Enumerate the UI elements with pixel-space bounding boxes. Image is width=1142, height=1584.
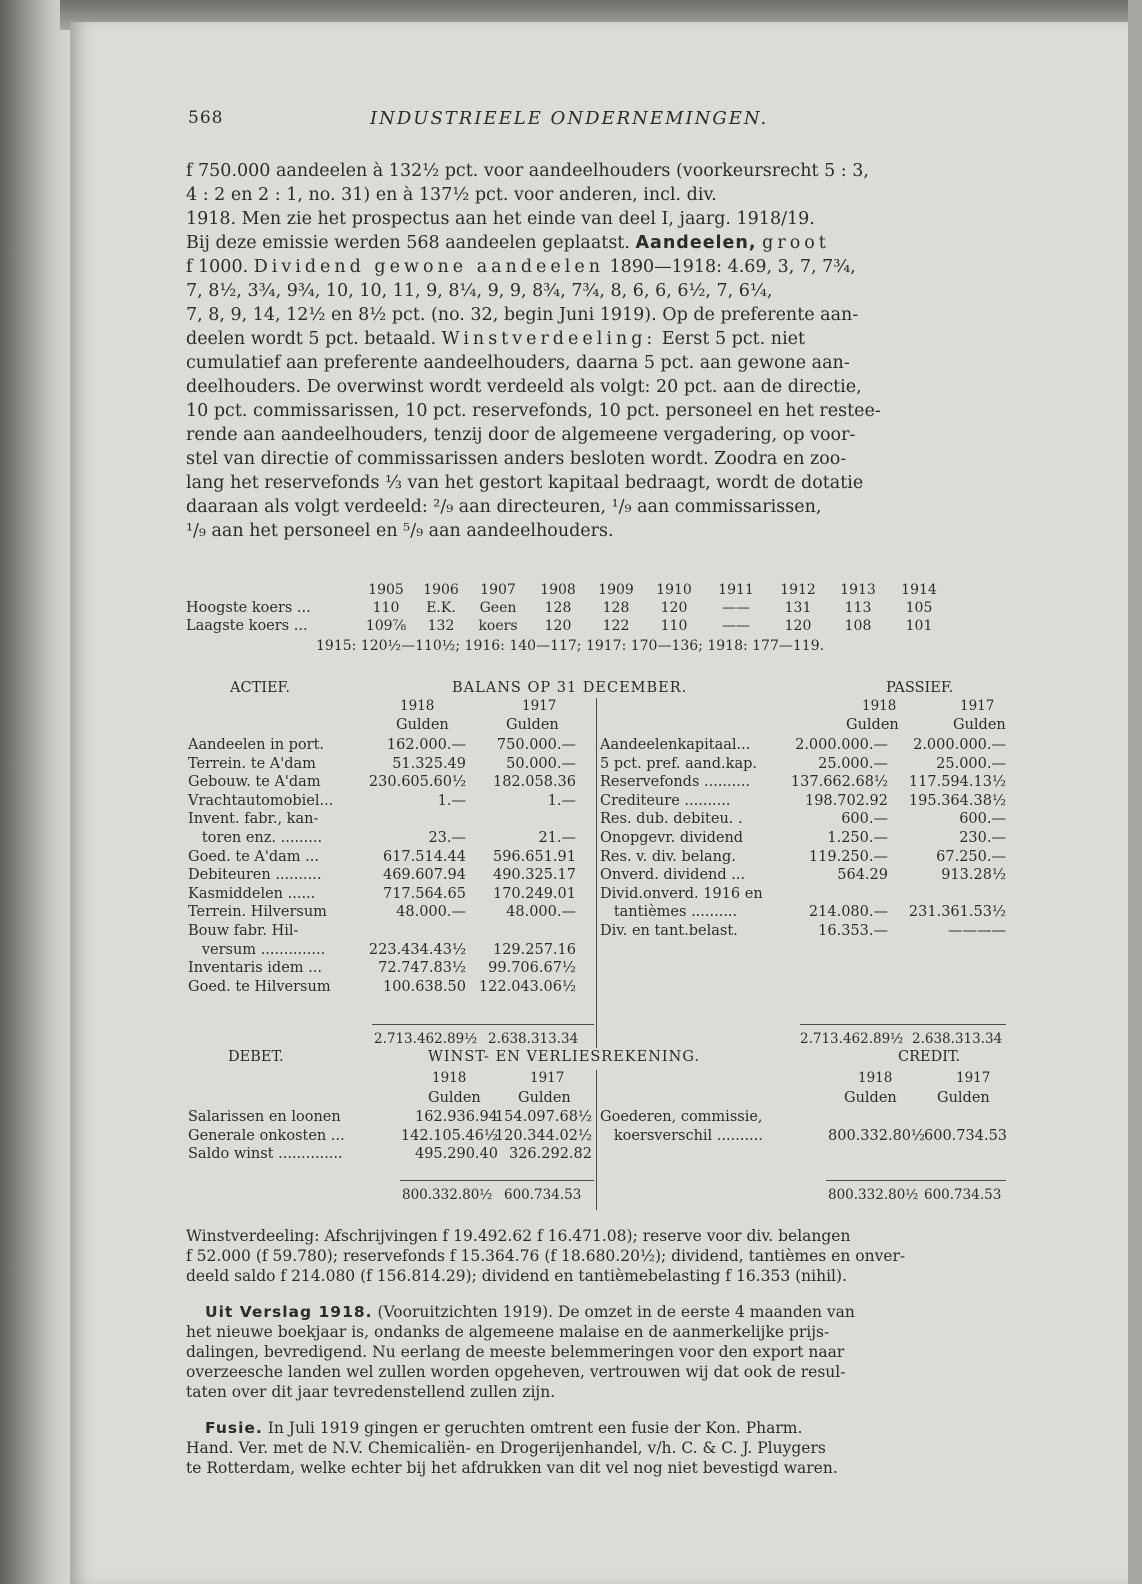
unit-label: Gulden [844,1090,897,1106]
balance-value-1917: 231.361.53½ [908,904,1006,921]
balance-item-label: Aandeelenkapitaal... [600,737,751,753]
balance-item-label: toren enz. ......... [188,830,323,846]
balance-total: 2.713.462.89½ [800,1031,904,1047]
koers-label: Laagste koers ... [186,618,308,634]
balance-value-1918: 223.434.43½ [368,941,466,958]
balance-value-1918: 564.29 [837,867,888,884]
year-label: 1918 [432,1070,467,1086]
koers-cell: 1908 [540,582,576,598]
balance-value-1917: 21.— [538,830,576,846]
debet-heading: DEBET. [228,1049,284,1065]
balance-value-1918: 717.564.65 [382,885,466,902]
winst-value-1917: 120.344.02½ [494,1127,592,1144]
balance-item-label: Reservefonds .......... [600,774,751,791]
balance-value-1918: 72.747.83½ [378,960,466,977]
balance-value-1918: 100.638.50 [382,978,466,995]
balance-value-1918: 617.514.44 [382,848,466,865]
balance-value-1917: 230.— [959,830,1006,846]
balance-total: 2.638.313.34 [488,1031,579,1047]
text-line: rende aan aandeelhouders, tenzij door de algemeene vergadering, op voor- [186,425,856,445]
balance-value-1918: 1.— [437,792,466,809]
balance-item-label: tantièmes .......... [600,904,738,921]
balance-item-label: Terrein. Hilversum [188,904,327,921]
winst-item-label: Generale onkosten ... [188,1127,345,1144]
text-line: 7, 8, 9, 14, 12½ en 8½ pct. (no. 32, begin Juni 1919). Op de preferente aan- [186,305,859,325]
balance-item-label: Aandeelen in port. [188,737,325,753]
winst-value-1917: 600.734.53 [924,1128,1008,1144]
koers-cell: Geen [479,600,517,616]
koers-cell: 101 [905,618,933,634]
koers-cell: 108 [844,618,872,634]
text-line: f 750.000 aandeelen à 132½ pct. voor aandeelhouders (voorkeursrecht 5 : 3, [186,161,869,181]
koers-cell: 1909 [598,582,634,598]
unit-label: Gulden [953,717,1006,733]
koers-cell: 110 [660,618,688,634]
balance-value-1917: ———— [948,923,1006,939]
balance-item-label: Onopgevr. dividend [600,830,744,846]
koers-cell: 1911 [718,582,754,598]
winst-value-1918: 162.936.94 [414,1109,498,1125]
text-line: 1918. Men zie het prospectus aan het einde van deel I, jaarg. 1918/19. [186,209,815,229]
column-divider [596,1070,597,1210]
winst-value-1917: 154.097.68½ [494,1109,592,1125]
koers-cell: 105 [905,600,933,616]
winst-value-1918: 142.105.46½ [400,1127,498,1144]
balance-total: 2.713.462.89½ [374,1031,478,1047]
koers-cell: 120 [660,600,688,616]
koers-cell: 1907 [480,582,516,598]
balance-value-1918: 16.353.— [818,923,888,939]
year-label: 1917 [530,1070,565,1086]
section-heading: Dividend gewone aandeelen [253,257,604,277]
koers-cell: 120 [784,618,812,634]
text-line [205,1418,1008,1438]
balance-value-1917: 750.000.— [496,737,576,753]
koers-cell: —— [722,600,750,616]
text-line: 7, 8½, 3¾, 9¾, 10, 10, 11, 9, 8¼, 9, 9, 8¾, 7¾, 8, 6, 6, 6½, 7, 6¼, [186,281,773,301]
winst-total: 800.332.80½ [402,1187,493,1203]
text-line: Hand. Ver. met de N.V. Chemicaliën- en Drogerijenhandel, v/h. C. & C. J. Pluygers [186,1439,826,1457]
balance-value-1918: 2.000.000.— [795,737,888,753]
balance-item-label: Inventaris idem ... [188,960,322,977]
koers-cell: 113 [844,600,872,616]
balance-value-1918: 469.607.94 [382,867,466,884]
year-label: 1917 [956,1070,991,1086]
section-heading: Uit Verslag 1918. [205,1303,373,1321]
balance-item-label: Terrein. te A'dam [188,755,316,772]
balance-item-label: 5 pct. pref. aand.kap. [600,755,757,772]
balance-item-label: Res. dub. debiteu. . [600,811,743,828]
koers-cell: 110 [372,600,400,616]
koers-cell: 1910 [656,582,692,598]
text-line: dalingen, bevredigend. Nu eerlang de meeste belemmeringen voor den export naar [186,1343,845,1361]
balance-item-label: Debiteuren .......... [188,867,322,884]
year-label: 1918 [862,698,897,714]
winst-title: WINST- EN VERLIESREKENING. [428,1049,700,1065]
winst-total: 800.332.80½ [828,1187,919,1203]
balance-item-label: Onverd. dividend ... [600,867,746,884]
koers-cell: 1905 [368,582,404,598]
balance-total: 2.638.313.34 [912,1031,1003,1047]
winst-total: 600.734.53 [924,1187,1002,1203]
balance-value-1917: 1.— [547,792,576,809]
balance-value-1918: 198.702.92 [804,792,888,809]
text-span: deelen wordt 5 pct. betaald. [186,329,437,349]
koers-cell: 122 [602,618,630,634]
balance-value-1917: 129.257.16 [492,941,576,958]
koers-cell: 120 [544,618,572,634]
running-title: INDUSTRIEELE ONDERNEMINGEN. [370,108,769,129]
balance-value-1917: 913.28½ [941,867,1006,884]
balance-item-label: Bouw fabr. Hil- [188,923,299,939]
balance-value-1917: 99.706.67½ [488,960,576,977]
balance-value-1917: 195.364.38½ [908,792,1006,809]
total-rule [826,1180,1006,1181]
koers-cell: 109⅞ [365,618,407,634]
unit-label: Gulden [396,717,449,733]
column-divider [596,698,597,1048]
unit-label: Gulden [428,1090,481,1106]
winst-item-label: koersverschil .......... [600,1128,763,1144]
total-rule [400,1180,594,1181]
balance-item-label: Res. v. div. belang. [600,848,736,865]
balance-item-label: versum .............. [188,941,326,958]
balance-value-1918: 51.325.49 [392,755,466,772]
text-line: te Rotterdam, welke echter bij het afdrukken van dit vel nog niet bevestigd waren. [186,1459,838,1477]
koers-cell: 131 [784,600,812,616]
koers-footer: 1915: 120½—110½; 1916: 140—117; 1917: 170—136; 1918: 177—119. [316,638,825,654]
koers-cell: 132 [427,618,455,634]
balance-value-1917: 600.— [959,811,1006,828]
balance-value-1917: 122.043.06½ [478,978,576,995]
text-line: deeld saldo f 214.080 (f 156.814.29); dividend en tantièmebelasting f 16.353 (nihil). [186,1267,847,1285]
text-line: f 52.000 (f 59.780); reservefonds f 15.364.76 (f 18.680.20½); dividend, tantièmes en onver- [186,1247,906,1265]
koers-cell: 128 [544,600,572,616]
koers-cell: E.K. [426,600,456,616]
year-label: 1917 [960,698,995,714]
balance-value-1918: 214.080.— [808,904,888,921]
text-line: 10 pct. commissarissen, 10 pct. reservefonds, 10 pct. personeel en het restee- [186,401,881,421]
balance-value-1917: 25.000.— [936,755,1006,772]
balance-item-label: Crediteure .......... [600,792,731,809]
text-line [205,1302,1008,1322]
balance-value-1917: 48.000.— [506,904,576,921]
koers-cell: 1906 [423,582,459,598]
balance-item-label: Gebouw. te A'dam [188,774,321,791]
text-line: 4 : 2 en 2 : 1, no. 31) en à 137½ pct. voor anderen, incl. div. [186,185,717,205]
year-label: 1917 [522,698,557,714]
winst-value-1918: 495.290.40 [414,1146,498,1162]
balance-value-1918: 600.— [841,811,888,828]
balance-value-1918: 119.250.— [808,848,888,865]
text-line: lang het reservefonds ⅓ van het gestort kapitaal bedraagt, wordt de dotatie [186,473,864,493]
balance-value-1917: 50.000.— [506,755,576,772]
koers-cell: 1912 [780,582,816,598]
text-span: groot [762,233,830,253]
koers-cell: 128 [602,600,630,616]
page-number: 568 [188,108,224,128]
winst-value-1918: 800.332.80½ [828,1128,926,1144]
text-span: (Vooruitzichten 1919). De omzet in de eerste 4 maanden van [377,1303,855,1321]
balance-value-1917: 2.000.000.— [913,737,1006,753]
text-span: Bij deze emissie werden 568 aandeelen geplaatst. [186,233,630,253]
balance-value-1918: 1.250.— [827,830,888,846]
unit-label: Gulden [518,1090,571,1106]
koers-label: Hoogste koers ... [186,600,311,616]
text-span: f 1000. [186,257,249,277]
balance-value-1917: 490.325.17 [492,867,576,884]
winst-value-1917: 326.292.82 [508,1146,592,1162]
total-rule [372,1024,594,1025]
text-line: het nieuwe boekjaar is, ondanks de algemeene malaise en de aanmerkelijke prijs- [186,1323,830,1341]
balance-item-label: Div. en tant.belast. [600,923,738,939]
text-span: In Juli 1919 gingen er geruchten omtrent een fusie der Kon. Pharm. [267,1419,803,1437]
winst-item-label: Goederen, commissie, [600,1109,763,1125]
balance-value-1917: 596.651.91 [492,848,576,865]
unit-label: Gulden [937,1090,990,1106]
balance-value-1917: 170.249.01 [492,885,576,902]
balance-value-1918: 48.000.— [396,904,466,921]
winst-total: 600.734.53 [504,1187,582,1203]
koers-cell: —— [722,618,750,634]
balance-value-1918: 137.662.68½ [790,774,888,791]
text-line: stel van directie of commissarissen anders besloten wordt. Zoodra en zoo- [186,449,847,469]
winst-item-label: Saldo winst .............. [188,1146,343,1162]
balance-item-label: Divid.onverd. 1916 en [600,885,763,902]
koers-cell: 1913 [840,582,876,598]
balance-value-1918: 162.000.— [386,737,466,753]
balance-item-label: Kasmiddelen ...... [188,885,316,902]
total-rule [800,1024,1006,1025]
text-line: daaraan als volgt verdeeld: ²/₉ aan directeuren, ¹/₉ aan commissarissen, [186,497,822,517]
koers-cell: koers [478,618,518,634]
section-heading: Fusie. [205,1419,263,1437]
section-heading: Winstverdeeling: [441,329,657,349]
text-span: 1890—1918: 4.69, 3, 7, 7¾, [609,257,856,277]
text-line: Winstverdeeling: Afschrijvingen f 19.492.62 f 16.471.08); reserve voor div. belangen [186,1227,851,1245]
text-span: Eerst 5 pct. niet [661,329,806,349]
balance-value-1917: 117.594.13½ [908,774,1006,791]
section-heading: Aandeelen, [635,233,757,253]
balance-item-label: Invent. fabr., kan- [188,811,319,828]
winst-item-label: Salarissen en loonen [188,1109,341,1125]
balance-item-label: Goed. te Hilversum [188,978,331,995]
koers-cell: 1914 [901,582,937,598]
balance-value-1918: 25.000.— [818,755,888,772]
credit-heading: CREDIT. [898,1049,961,1065]
actief-heading: ACTIEF. [230,680,290,696]
balance-value-1918: 23.— [428,830,466,846]
balance-item-label: Goed. te A'dam ... [188,848,319,865]
text-line: deelhouders. De overwinst wordt verdeeld als volgt: 20 pct. aan de directie, [186,377,862,397]
text-line: taten over dit jaar tevredenstellend zullen zijn. [186,1383,556,1401]
balans-title: BALANS OP 31 DECEMBER. [452,680,688,696]
balance-value-1917: 67.250.— [936,848,1006,865]
text-line: cumulatief aan preferente aandeelhouders, daarna 5 pct. aan gewone aan- [186,353,850,373]
unit-label: Gulden [506,717,559,733]
balance-item-label: Vrachtautomobiel... [188,792,334,809]
balance-value-1917: 182.058.36 [492,774,576,791]
text-line: ¹/₉ aan het personeel en ⁵/₉ aan aandeelhouders. [186,521,614,541]
unit-label: Gulden [846,717,899,733]
year-label: 1918 [400,698,435,714]
passief-heading: PASSIEF. [886,680,954,696]
year-label: 1918 [858,1070,893,1086]
balance-value-1918: 230.605.60½ [368,774,466,791]
text-line: overzeesche landen wel zullen worden opgeheven, vertrouwen wij dat ook de resul- [186,1363,846,1381]
